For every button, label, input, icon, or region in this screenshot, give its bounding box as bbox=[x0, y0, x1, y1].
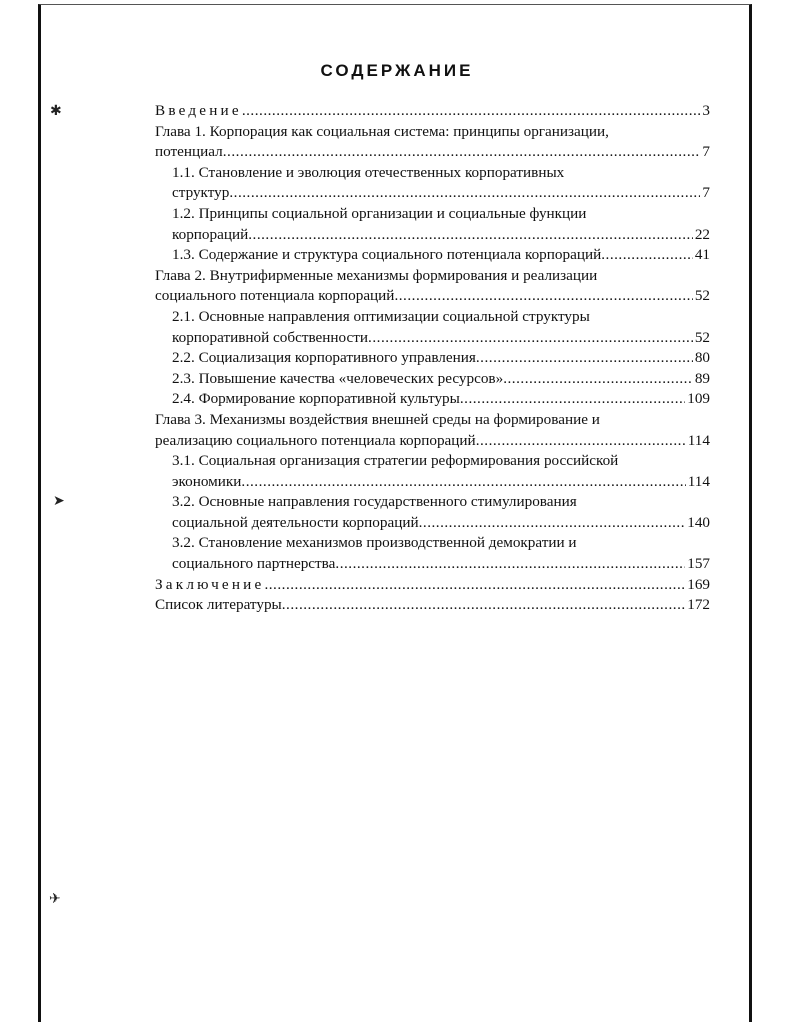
dot-leader bbox=[476, 431, 686, 452]
toc-entry-section-2-3 bbox=[155, 369, 710, 390]
dot-leader bbox=[241, 472, 685, 493]
toc-entry-title: Глава 2. Внутрифирменные механизмы формирования и реализации bbox=[155, 266, 598, 284]
dot-leader bbox=[223, 142, 701, 163]
scan-speck-mark: ✱ bbox=[50, 104, 62, 119]
toc-entry-title: 1.1. Становление и эволюция отечественных корпоративных bbox=[172, 163, 565, 181]
scan-speck-mark: ➤ bbox=[53, 494, 65, 509]
toc-page-number: 172 bbox=[687, 596, 710, 614]
dot-leader bbox=[264, 575, 685, 596]
toc-page-number: 140 bbox=[687, 513, 710, 531]
dot-leader bbox=[248, 225, 693, 246]
toc-page-number: 7 bbox=[702, 143, 710, 161]
toc-page-number: 114 bbox=[687, 472, 710, 490]
toc-page-number: 109 bbox=[687, 390, 710, 408]
toc-entry-title: 3.2. Становление механизмов производственной демократии и bbox=[172, 534, 577, 552]
toc-page-number: 52 bbox=[694, 328, 710, 346]
toc-entry-bibliography bbox=[155, 595, 710, 616]
toc-entry-title: 2.3. Повышение качества «человеческих ресурсов» bbox=[172, 369, 504, 387]
table-of-contents bbox=[155, 101, 710, 616]
toc-entry-title: 3.2. Основные направления государственного стимулирования bbox=[172, 493, 577, 511]
toc-page-number: 41 bbox=[694, 246, 710, 264]
dot-leader bbox=[394, 286, 692, 307]
toc-entry-continuation: реализацию социального потенциала корпораций bbox=[155, 431, 476, 449]
toc-page-number: 7 bbox=[702, 184, 710, 202]
toc-entry-title: Введение bbox=[155, 102, 242, 119]
dot-leader bbox=[476, 348, 693, 369]
toc-entry-conclusion bbox=[155, 575, 710, 596]
toc-entry-title: Глава 3. Механизмы воздействия внешней среды на формирование и bbox=[155, 410, 600, 428]
toc-entry-section-1-3 bbox=[155, 245, 710, 266]
toc-entry-section-1-1 bbox=[155, 183, 710, 204]
dot-leader bbox=[368, 328, 693, 349]
toc-page-number: 157 bbox=[687, 555, 710, 573]
toc-entry-section-3-3 bbox=[155, 554, 710, 575]
dot-leader bbox=[229, 183, 700, 204]
toc-entry-continuation: корпоративной собственности bbox=[172, 328, 369, 346]
toc-entry-continuation: корпораций bbox=[172, 225, 249, 243]
toc-entry-title: 2.2. Социализация корпоративного управления bbox=[172, 349, 476, 367]
toc-entry-title: Заключение bbox=[155, 575, 265, 593]
dot-leader bbox=[242, 101, 701, 122]
toc-entry-section-2-2 bbox=[155, 348, 710, 369]
toc-entry-title: 2.1. Основные направления оптимизации социальной структуры bbox=[172, 307, 590, 325]
toc-entry-continuation: потенциал bbox=[155, 143, 223, 161]
toc-page-number: 3 bbox=[702, 102, 710, 119]
toc-entry-continuation: социального партнерства bbox=[172, 555, 336, 573]
toc-entry-continuation: структур bbox=[172, 184, 230, 202]
scan-speck-mark: ✈ bbox=[49, 892, 61, 907]
dot-leader bbox=[419, 513, 686, 534]
toc-entry-section-2-1 bbox=[155, 328, 710, 349]
toc-entry-title: 3.1. Социальная организация стратегии реформирования российской bbox=[172, 452, 619, 470]
toc-entry-section-3-1 bbox=[155, 472, 710, 493]
toc-entry-section-2-4 bbox=[155, 389, 710, 410]
toc-entry-chapter-1 bbox=[155, 142, 710, 163]
toc-entry-title: Список литературы bbox=[155, 596, 282, 614]
toc-page-number: 80 bbox=[694, 349, 710, 367]
toc-page-number: 169 bbox=[687, 575, 710, 593]
toc-page-number: 22 bbox=[694, 225, 710, 243]
toc-heading: СОДЕРЖАНИЕ bbox=[320, 61, 474, 80]
dot-leader bbox=[503, 369, 693, 390]
toc-entry-title: 1.2. Принципы социальной организации и социальные функции bbox=[172, 204, 587, 222]
toc-page-number: 52 bbox=[694, 287, 710, 305]
dot-leader bbox=[335, 554, 685, 575]
toc-entry-chapter-3 bbox=[155, 431, 710, 452]
dot-leader bbox=[460, 389, 685, 410]
toc-entry-title: Глава 1. Корпорация как социальная система: принципы организации, bbox=[155, 122, 609, 140]
toc-entry-section-1-2 bbox=[155, 225, 710, 246]
toc-entry-chapter-2 bbox=[155, 286, 710, 307]
toc-entry-section-3-2 bbox=[155, 513, 710, 534]
toc-entry-continuation: социального потенциала корпораций bbox=[155, 287, 395, 305]
dot-leader bbox=[282, 595, 685, 616]
toc-entry-continuation: экономики bbox=[172, 472, 242, 490]
toc-entry-title: 1.3. Содержание и структура социального потенциала корпораций bbox=[172, 246, 602, 264]
toc-page-number: 89 bbox=[694, 369, 710, 387]
toc-page-number: 114 bbox=[687, 431, 710, 449]
toc-entry-title: 2.4. Формирование корпоративной культуры bbox=[172, 390, 460, 408]
dot-leader bbox=[601, 245, 693, 266]
toc-entry-continuation: социальной деятельности корпораций bbox=[172, 513, 419, 531]
toc-entry-introduction bbox=[155, 101, 710, 122]
